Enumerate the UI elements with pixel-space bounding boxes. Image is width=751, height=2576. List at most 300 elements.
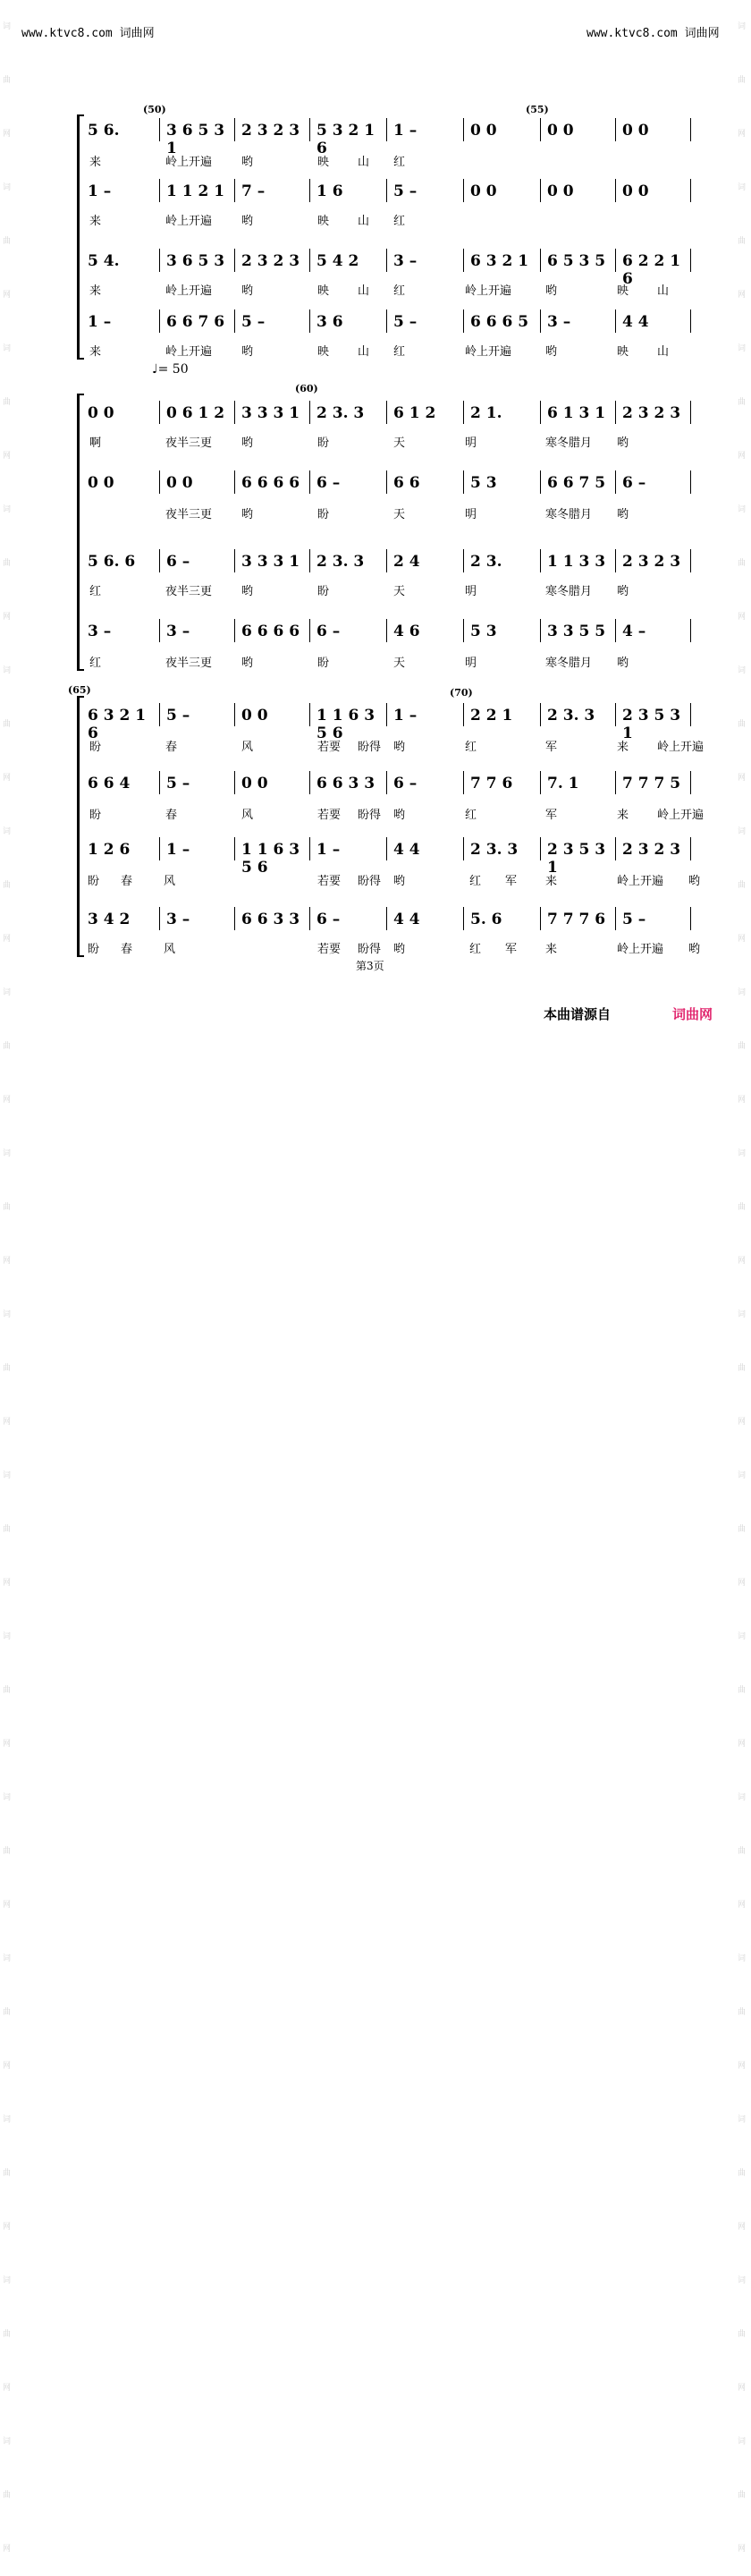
lyric-syllable: 盼得 xyxy=(358,809,382,822)
lyric-syllable: 盼 xyxy=(89,741,102,754)
barline xyxy=(540,907,541,930)
measure-notes: 6 1 3 1 xyxy=(547,404,606,422)
barline xyxy=(690,907,691,930)
barline xyxy=(159,837,160,860)
measure-notes: 0 6 1 2 xyxy=(166,404,225,422)
lyric-syllable: 明 xyxy=(465,508,477,521)
measure-notes: 0 0 xyxy=(470,122,497,140)
barline xyxy=(615,549,616,572)
measure-notes: 1 1 3 3 xyxy=(547,553,606,571)
lyric-syllable: 盼 xyxy=(317,508,330,521)
lyric-syllable: 天 xyxy=(393,436,406,450)
lyric-syllable: 盼 xyxy=(317,657,330,670)
lyric-syllable: 寒冬腊月 xyxy=(545,585,593,598)
lyric-syllable: 红 xyxy=(469,943,482,956)
barline xyxy=(309,179,310,202)
barline xyxy=(309,549,310,572)
measure-notes: 1 1 6 3 5 6 xyxy=(316,707,376,742)
measure-notes: 2 3. 3 xyxy=(316,553,365,571)
barline xyxy=(463,703,464,726)
measure-notes: 5 – xyxy=(622,911,646,928)
lyric-syllable: 天 xyxy=(393,657,406,670)
barline xyxy=(234,703,235,726)
lyric-syllable: 岭上开遍 xyxy=(657,809,705,822)
bracket-hook-top xyxy=(77,696,84,698)
lyric-syllable: 春 xyxy=(121,875,133,888)
barline xyxy=(690,837,691,860)
measure-notes: 0 0 xyxy=(547,182,574,200)
barline xyxy=(540,118,541,141)
lyric-syllable: 来 xyxy=(545,943,558,956)
measure-notes: 3 – xyxy=(547,313,571,331)
tempo-marking xyxy=(152,362,189,377)
system-bracket xyxy=(77,114,80,358)
barline xyxy=(690,401,691,424)
measure-notes: 5. 6 xyxy=(470,911,502,928)
measure-notes: 5 3 2 1 6 xyxy=(316,122,376,157)
measure-notes: 5 – xyxy=(241,313,266,331)
lyric-syllable: 映 xyxy=(317,215,330,228)
measure-notes: 6 6 7 6 xyxy=(166,313,225,331)
measure-notes: 0 0 xyxy=(470,182,497,200)
barline xyxy=(540,703,541,726)
measure-notes: 7. 1 xyxy=(547,775,579,792)
barline xyxy=(309,907,310,930)
bracket-hook-bottom xyxy=(77,955,84,957)
barline xyxy=(159,549,160,572)
lyric-syllable: 红 xyxy=(393,284,406,298)
measure-notes: 7 7 7 6 xyxy=(547,911,606,928)
measure-notes: 7 7 6 xyxy=(470,775,513,792)
barline xyxy=(386,703,387,726)
barline xyxy=(690,771,691,794)
lyric-syllable: 哟 xyxy=(688,875,701,888)
measure-number-60: (60) xyxy=(295,383,318,394)
lyric-syllable: 岭上开遍 xyxy=(165,345,213,359)
barline xyxy=(540,837,541,860)
lyric-syllable: 春 xyxy=(165,809,178,822)
lyric-syllable: 哟 xyxy=(617,508,629,521)
barline xyxy=(615,118,616,141)
lyric-syllable: 哟 xyxy=(241,508,254,521)
barline xyxy=(159,470,160,494)
measure-notes: 2 3. 3 xyxy=(547,707,595,724)
lyric-syllable: 映 xyxy=(317,284,330,298)
lyric-syllable: 岭上开遍 xyxy=(465,284,512,298)
measure-notes: 2 1. xyxy=(470,404,502,422)
lyric-syllable: 来 xyxy=(617,741,629,754)
measure-notes: 5 – xyxy=(393,313,418,331)
barline xyxy=(463,309,464,333)
barline xyxy=(386,401,387,424)
barline xyxy=(159,771,160,794)
barline xyxy=(234,619,235,642)
footer-site-link[interactable]: 词曲网 xyxy=(672,1006,713,1022)
barline xyxy=(615,837,616,860)
lyric-syllable: 风 xyxy=(164,943,176,956)
measure-notes: 6 – xyxy=(316,474,341,492)
measure-notes: 1 – xyxy=(88,313,112,331)
barline xyxy=(690,179,691,202)
lyric-syllable: 来 xyxy=(89,284,102,298)
measure-notes: 1 2 6 xyxy=(88,841,131,859)
lyric-syllable: 夜半三更 xyxy=(165,585,213,598)
bracket-hook-bottom xyxy=(77,669,84,671)
measure-notes: 2 3. xyxy=(470,553,502,571)
barline xyxy=(159,309,160,333)
watermark-right: 词曲网词曲网词曲网词曲网词曲网词曲网词曲网词曲网词曲网词曲网词曲网词曲网词曲网词曲网词曲网词曲网 xyxy=(738,22,747,2554)
measure-notes: 3 6 5 3 xyxy=(166,252,225,270)
barline xyxy=(615,907,616,930)
measure-notes: 7 – xyxy=(241,182,266,200)
lyric-syllable: 山 xyxy=(358,156,370,169)
barline xyxy=(540,470,541,494)
barline xyxy=(159,249,160,272)
lyric-syllable: 岭上开遍 xyxy=(617,943,664,956)
measure-number-70: (70) xyxy=(450,687,473,699)
barline xyxy=(309,619,310,642)
barline xyxy=(690,703,691,726)
measure-notes: 0 0 xyxy=(241,775,268,792)
lyric-syllable: 来 xyxy=(545,875,558,888)
lyric-syllable: 若要 xyxy=(317,741,342,754)
barline xyxy=(234,179,235,202)
barline xyxy=(234,771,235,794)
measure-notes: 0 0 xyxy=(547,122,574,140)
lyric-syllable: 寒冬腊月 xyxy=(545,436,593,450)
quarter-note-icon: ♩ xyxy=(152,362,158,377)
barline xyxy=(463,179,464,202)
lyric-syllable: 寒冬腊月 xyxy=(545,657,593,670)
measure-notes: 5 – xyxy=(166,775,190,792)
barline xyxy=(386,549,387,572)
barline xyxy=(234,249,235,272)
bracket-hook-top xyxy=(77,394,84,395)
measure-notes: 6 3 2 1 xyxy=(470,252,529,270)
barline xyxy=(309,249,310,272)
lyric-syllable: 红 xyxy=(393,215,406,228)
measure-notes: 6 6 3 3 xyxy=(316,775,376,792)
lyric-syllable: 哟 xyxy=(545,284,558,298)
barline xyxy=(615,771,616,794)
lyric-syllable: 天 xyxy=(393,585,406,598)
lyric-syllable: 映 xyxy=(617,345,629,359)
barline xyxy=(463,118,464,141)
measure-notes: 6 6 4 xyxy=(88,775,131,792)
barline xyxy=(690,249,691,272)
measure-notes: 2 2 1 xyxy=(470,707,513,724)
barline xyxy=(386,470,387,494)
lyric-syllable: 哟 xyxy=(617,436,629,450)
barline xyxy=(540,619,541,642)
barline xyxy=(386,837,387,860)
lyric-syllable: 哟 xyxy=(688,943,701,956)
lyric-syllable: 若要 xyxy=(317,943,342,956)
lyric-syllable: 山 xyxy=(358,215,370,228)
measure-notes: 4 – xyxy=(622,623,646,640)
lyric-syllable: 啊 xyxy=(89,436,102,450)
measure-notes: 6 5 3 5 xyxy=(547,252,606,270)
measure-notes: 2 3. 3 xyxy=(316,404,365,422)
measure-notes: 3 – xyxy=(166,623,190,640)
lyric-syllable: 来 xyxy=(89,215,102,228)
measure-notes: 6 6 xyxy=(393,474,420,492)
lyric-syllable: 红 xyxy=(469,875,482,888)
barline xyxy=(159,619,160,642)
barline xyxy=(234,309,235,333)
measure-notes: 2 3 2 3 xyxy=(622,404,681,422)
lyric-syllable: 哟 xyxy=(617,657,629,670)
measure-notes: 6 – xyxy=(316,623,341,640)
barline xyxy=(386,619,387,642)
measure-notes: 0 0 xyxy=(622,182,649,200)
tempo-value: = 50 xyxy=(157,362,189,377)
measure-notes: 5 4 2 xyxy=(316,252,359,270)
measure-notes: 4 4 xyxy=(393,911,420,928)
lyric-syllable: 岭上开遍 xyxy=(165,156,213,169)
lyric-syllable: 哟 xyxy=(393,875,406,888)
measure-notes: 0 0 xyxy=(88,404,114,422)
barline xyxy=(159,703,160,726)
measure-notes: 6 6 6 6 xyxy=(241,623,300,640)
measure-notes: 2 3 5 3 1 xyxy=(622,707,681,742)
measure-notes: 3 6 5 3 1 xyxy=(166,122,225,157)
lyric-syllable: 哟 xyxy=(241,436,254,450)
lyric-syllable: 若要 xyxy=(317,809,342,822)
lyric-syllable: 明 xyxy=(465,657,477,670)
lyric-syllable: 红 xyxy=(393,345,406,359)
lyric-syllable: 来 xyxy=(89,156,102,169)
measure-notes: 3 3 5 5 xyxy=(547,623,606,640)
lyric-syllable: 来 xyxy=(89,345,102,359)
barline xyxy=(540,549,541,572)
lyric-syllable: 哟 xyxy=(241,657,254,670)
measure-notes: 1 – xyxy=(166,841,190,859)
measure-notes: 3 – xyxy=(88,623,112,640)
lyric-syllable: 军 xyxy=(505,943,518,956)
lyric-syllable: 夜半三更 xyxy=(165,508,213,521)
measure-notes: 1 – xyxy=(393,122,418,140)
measure-notes: 6 6 6 5 xyxy=(470,313,529,331)
lyric-syllable: 山 xyxy=(358,284,370,298)
lyric-syllable: 明 xyxy=(465,436,477,450)
barline xyxy=(615,619,616,642)
lyric-syllable: 夜半三更 xyxy=(165,436,213,450)
barline xyxy=(463,401,464,424)
measure-notes: 0 0 xyxy=(166,474,193,492)
measure-notes: 1 1 6 3 5 6 xyxy=(241,841,300,877)
barline xyxy=(615,703,616,726)
barline xyxy=(309,703,310,726)
barline xyxy=(159,907,160,930)
lyric-syllable: 映 xyxy=(317,156,330,169)
barline xyxy=(540,401,541,424)
measure-notes: 2 4 xyxy=(393,553,420,571)
barline xyxy=(540,771,541,794)
barline xyxy=(159,118,160,141)
measure-notes: 3 4 2 xyxy=(88,911,131,928)
lyric-syllable: 哟 xyxy=(393,809,406,822)
page-number: 第3页 xyxy=(356,960,384,972)
measure-notes: 2 3 2 3 xyxy=(622,841,681,859)
barline xyxy=(386,309,387,333)
lyric-syllable: 岭上开遍 xyxy=(617,875,664,888)
barline xyxy=(234,470,235,494)
barline xyxy=(463,771,464,794)
lyric-syllable: 岭上开遍 xyxy=(465,345,512,359)
barline xyxy=(309,470,310,494)
lyric-syllable: 哟 xyxy=(241,156,254,169)
measure-notes: 5 3 xyxy=(470,474,497,492)
measure-notes: 6 6 3 3 xyxy=(241,911,300,928)
barline xyxy=(386,907,387,930)
barline xyxy=(690,309,691,333)
lyric-syllable: 军 xyxy=(545,741,558,754)
measure-notes: 6 – xyxy=(166,553,190,571)
lyric-syllable: 风 xyxy=(164,875,176,888)
barline xyxy=(540,309,541,333)
measure-notes: 6 6 7 5 xyxy=(547,474,606,492)
measure-notes: 6 – xyxy=(393,775,418,792)
barline xyxy=(615,249,616,272)
lyric-syllable: 军 xyxy=(545,809,558,822)
lyric-syllable: 盼 xyxy=(88,875,100,888)
measure-notes: 6 1 2 xyxy=(393,404,436,422)
barline xyxy=(309,118,310,141)
lyric-syllable: 天 xyxy=(393,508,406,521)
lyric-syllable: 哟 xyxy=(241,215,254,228)
barline xyxy=(159,401,160,424)
barline xyxy=(463,549,464,572)
measure-number-55: (55) xyxy=(526,104,549,115)
lyric-syllable: 岭上开遍 xyxy=(165,284,213,298)
measure-notes: 5 6. xyxy=(88,122,120,140)
measure-number-50: (50) xyxy=(143,104,166,115)
barline xyxy=(386,771,387,794)
lyric-syllable: 风 xyxy=(241,809,254,822)
barline xyxy=(386,179,387,202)
footer-source-label: 本曲谱源自 xyxy=(544,1006,612,1022)
lyric-syllable: 山 xyxy=(657,345,670,359)
barline xyxy=(463,470,464,494)
barline xyxy=(540,179,541,202)
barline xyxy=(309,401,310,424)
measure-notes: 5 6. 6 xyxy=(88,553,136,571)
measure-notes: 1 – xyxy=(316,841,341,859)
lyric-syllable: 盼 xyxy=(317,436,330,450)
lyric-syllable: 若要 xyxy=(317,875,342,888)
barline xyxy=(234,401,235,424)
lyric-syllable: 哟 xyxy=(241,284,254,298)
barline xyxy=(615,401,616,424)
lyric-syllable: 山 xyxy=(358,345,370,359)
measure-number-65: (65) xyxy=(68,684,91,696)
barline xyxy=(615,179,616,202)
barline xyxy=(690,549,691,572)
barline xyxy=(690,619,691,642)
measure-notes: 6 2 2 1 6 xyxy=(622,252,681,288)
measure-notes: 2 3 5 3 1 xyxy=(547,841,606,877)
barline xyxy=(386,118,387,141)
measure-notes: 2 3. 3 xyxy=(470,841,519,859)
barline xyxy=(463,619,464,642)
measure-notes: 3 3 3 1 xyxy=(241,404,300,422)
measure-notes: 5 – xyxy=(166,707,190,724)
lyric-syllable: 哟 xyxy=(241,585,254,598)
lyric-syllable: 春 xyxy=(121,943,133,956)
measure-notes: 5 – xyxy=(393,182,418,200)
lyric-syllable: 红 xyxy=(465,741,477,754)
lyric-syllable: 盼得 xyxy=(358,943,382,956)
lyric-syllable: 哟 xyxy=(241,345,254,359)
barline xyxy=(309,309,310,333)
watermark-left: 词曲网词曲网词曲网词曲网词曲网词曲网词曲网词曲网词曲网词曲网词曲网词曲网词曲网词曲网词曲网词曲网 xyxy=(3,22,12,2554)
lyric-syllable: 盼得 xyxy=(358,741,382,754)
lyric-syllable: 风 xyxy=(241,741,254,754)
bracket-hook-top xyxy=(77,114,84,116)
barline xyxy=(309,837,310,860)
bracket-hook-bottom xyxy=(77,358,84,360)
lyric-syllable: 山 xyxy=(657,284,670,298)
lyric-syllable: 红 xyxy=(393,156,406,169)
barline xyxy=(463,249,464,272)
lyric-syllable: 明 xyxy=(465,585,477,598)
barline xyxy=(463,837,464,860)
barline xyxy=(463,907,464,930)
lyric-syllable: 哟 xyxy=(545,345,558,359)
header-site-right[interactable]: www.ktvc8.com 词曲网 xyxy=(586,27,720,40)
lyric-syllable: 盼得 xyxy=(358,875,382,888)
barline xyxy=(615,309,616,333)
lyric-syllable: 春 xyxy=(165,741,178,754)
lyric-syllable: 盼 xyxy=(88,943,100,956)
barline xyxy=(540,249,541,272)
measure-notes: 2 3 2 3 xyxy=(241,122,300,140)
measure-notes: 0 0 xyxy=(622,122,649,140)
measure-notes: 3 3 3 1 xyxy=(241,553,300,571)
measure-notes: 4 6 xyxy=(393,623,420,640)
lyric-syllable: 哟 xyxy=(393,741,406,754)
measure-notes: 1 – xyxy=(393,707,418,724)
lyric-syllable: 岭上开遍 xyxy=(165,215,213,228)
barline xyxy=(690,470,691,494)
lyric-syllable: 夜半三更 xyxy=(165,657,213,670)
header-site-left[interactable]: www.ktvc8.com 词曲网 xyxy=(21,27,155,40)
lyric-syllable: 哟 xyxy=(617,585,629,598)
lyric-syllable: 盼 xyxy=(317,585,330,598)
lyric-syllable: 红 xyxy=(89,657,102,670)
measure-notes: 3 – xyxy=(393,252,418,270)
barline xyxy=(234,118,235,141)
measure-notes: 3 6 xyxy=(316,313,343,331)
measure-notes: 7 7 7 5 xyxy=(622,775,681,792)
measure-notes: 4 4 xyxy=(393,841,420,859)
lyric-syllable: 映 xyxy=(617,284,629,298)
measure-notes: 2 3 2 3 xyxy=(241,252,300,270)
lyric-syllable: 军 xyxy=(505,875,518,888)
barline xyxy=(690,118,691,141)
measure-notes: 3 – xyxy=(166,911,190,928)
lyric-syllable: 盼 xyxy=(89,809,102,822)
measure-notes: 1 1 2 1 xyxy=(166,182,225,200)
barline xyxy=(615,470,616,494)
system-bracket xyxy=(77,696,80,955)
system-bracket xyxy=(77,394,80,669)
measure-notes: 2 3 2 3 xyxy=(622,553,681,571)
lyric-syllable: 映 xyxy=(317,345,330,359)
barline xyxy=(309,771,310,794)
measure-notes: 1 6 xyxy=(316,182,343,200)
